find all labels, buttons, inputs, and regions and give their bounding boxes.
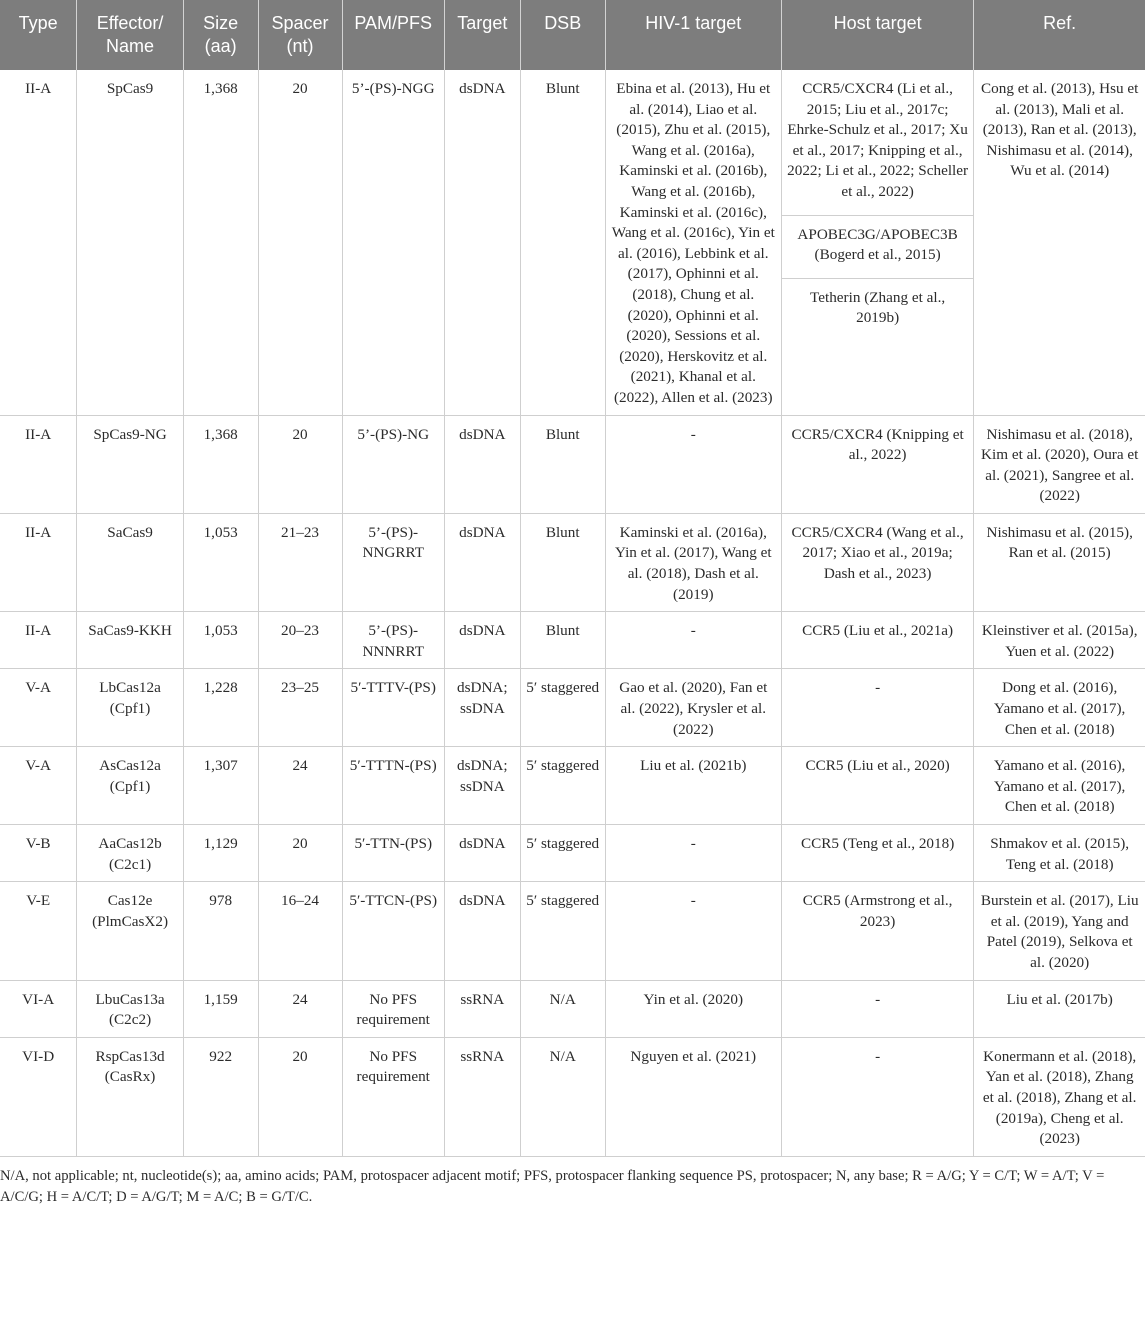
dsb-cell: Blunt xyxy=(520,513,605,611)
effector-cell: Cas12e (PlmCasX2) xyxy=(77,882,184,980)
table-header xyxy=(0,0,1145,70)
hiv-target-cell: Gao et al. (2020), Fan et al. (2022), Krysler et al. (2022) xyxy=(605,669,781,747)
effector-cell: SpCas9 xyxy=(77,70,184,415)
table-row xyxy=(0,70,1145,415)
spacer-cell: 21–23 xyxy=(258,513,342,611)
table-row xyxy=(0,882,1145,980)
size-cell: 1,053 xyxy=(183,612,258,669)
spacer-cell: 20 xyxy=(258,1037,342,1156)
column-header: PAM/PFS xyxy=(342,0,444,70)
table-footnote: N/A, not applicable; nt, nucleotide(s); aa, amino acids; PAM, protospacer adjacent motif; PFS, protospacer flanking sequence PS, protospacer; N, any base; R = A/G; Y = C/T; W = A/T; V = A/C/G; H = A/C/T; D = A/G/T; M = A/C; B = G/T/C. xyxy=(0,1167,1105,1205)
target-cell: dsDNA xyxy=(444,825,520,882)
type-cell: V-A xyxy=(0,669,77,747)
table-row xyxy=(0,669,1145,747)
size-cell: 1,307 xyxy=(183,747,258,825)
effector-cell: LbuCas13a (C2c2) xyxy=(77,980,184,1037)
table-row xyxy=(0,825,1145,882)
table-body xyxy=(0,70,1145,1156)
column-header: Ref. xyxy=(974,0,1145,70)
type-cell: II-A xyxy=(0,612,77,669)
host-target-cell: CCR5/CXCR4 (Knipping et al., 2022) xyxy=(781,415,974,513)
column-header: Effector/ Name xyxy=(77,0,184,70)
host-target-entry: CCR5/CXCR4 (Li et al., 2015; Liu et al., 2017c; Ehrke-Schulz et al., 2017; Xu et al., 2017; Knipping et al., 2022; Li et al., 2022; Scheller et al., 2022) xyxy=(782,70,974,216)
dsb-cell: N/A xyxy=(520,980,605,1037)
dsb-cell: 5′ staggered xyxy=(520,825,605,882)
effector-cell: AaCas12b (C2c1) xyxy=(77,825,184,882)
target-cell: dsDNA; ssDNA xyxy=(444,669,520,747)
reference-cell: Yamano et al. (2016), Yamano et al. (2017), Chen et al. (2018) xyxy=(974,747,1145,825)
host-target-cell xyxy=(781,70,974,415)
reference-cell: Cong et al. (2013), Hsu et al. (2013), Mali et al. (2013), Ran et al. (2013), Nishimasu et al. (2014), Wu et al. (2014) xyxy=(974,70,1145,415)
host-target-entry: APOBEC3G/APOBEC3B (Bogerd et al., 2015) xyxy=(782,216,974,279)
dsb-cell: 5′ staggered xyxy=(520,669,605,747)
column-header: DSB xyxy=(520,0,605,70)
pam-cell: 5′-TTTN-(PS) xyxy=(342,747,444,825)
size-cell: 1,129 xyxy=(183,825,258,882)
size-cell: 1,368 xyxy=(183,415,258,513)
hiv-target-cell: Yin et al. (2020) xyxy=(605,980,781,1037)
host-target-cell: CCR5 (Liu et al., 2021a) xyxy=(781,612,974,669)
reference-cell: Nishimasu et al. (2018), Kim et al. (2020), Oura et al. (2021), Sangree et al. (2022) xyxy=(974,415,1145,513)
column-header: Size (aa) xyxy=(183,0,258,70)
size-cell: 1,228 xyxy=(183,669,258,747)
table-row xyxy=(0,1037,1145,1156)
hiv-target-cell: - xyxy=(605,415,781,513)
type-cell: V-E xyxy=(0,882,77,980)
target-cell: dsDNA xyxy=(444,513,520,611)
hiv-target-cell: - xyxy=(605,612,781,669)
host-target-entry: Tetherin (Zhang et al., 2019b) xyxy=(810,288,946,327)
effector-cell: RspCas13d (CasRx) xyxy=(77,1037,184,1156)
table-row xyxy=(0,513,1145,611)
hiv-target-cell: Liu et al. (2021b) xyxy=(605,747,781,825)
pam-cell: 5’-(PS)-NGG xyxy=(342,70,444,415)
spacer-cell: 16–24 xyxy=(258,882,342,980)
spacer-cell: 23–25 xyxy=(258,669,342,747)
table-row xyxy=(0,415,1145,513)
type-cell: V-B xyxy=(0,825,77,882)
effector-cell: SaCas9 xyxy=(77,513,184,611)
host-target-cell: CCR5/CXCR4 (Wang et al., 2017; Xiao et al., 2019a; Dash et al., 2023) xyxy=(781,513,974,611)
dsb-cell: 5′ staggered xyxy=(520,747,605,825)
pam-cell: No PFS requirement xyxy=(342,980,444,1037)
table-row xyxy=(0,980,1145,1037)
type-cell: II-A xyxy=(0,415,77,513)
pam-cell: 5′-TTN-(PS) xyxy=(342,825,444,882)
type-cell: II-A xyxy=(0,70,77,415)
type-cell: VI-D xyxy=(0,1037,77,1156)
host-target-cell: CCR5 (Armstrong et al., 2023) xyxy=(781,882,974,980)
hiv-target-cell: Nguyen et al. (2021) xyxy=(605,1037,781,1156)
dsb-cell: Blunt xyxy=(520,612,605,669)
reference-cell: Liu et al. (2017b) xyxy=(974,980,1145,1037)
host-target-cell: - xyxy=(781,980,974,1037)
spacer-cell: 20 xyxy=(258,825,342,882)
column-header: Spacer (nt) xyxy=(258,0,342,70)
reference-cell: Shmakov et al. (2015), Teng et al. (2018) xyxy=(974,825,1145,882)
target-cell: dsDNA xyxy=(444,415,520,513)
type-cell: VI-A xyxy=(0,980,77,1037)
hiv-target-cell: - xyxy=(605,825,781,882)
spacer-cell: 24 xyxy=(258,747,342,825)
host-target-cell: CCR5 (Teng et al., 2018) xyxy=(781,825,974,882)
table-row xyxy=(0,747,1145,825)
size-cell: 922 xyxy=(183,1037,258,1156)
dsb-cell: Blunt xyxy=(520,70,605,415)
reference-cell: Konermann et al. (2018), Yan et al. (2018), Zhang et al. (2018), Zhang et al. (2019a), Cheng et al. (2023) xyxy=(974,1037,1145,1156)
target-cell: dsDNA xyxy=(444,70,520,415)
column-header: Target xyxy=(444,0,520,70)
hiv-target-cell: Ebina et al. (2013), Hu et al. (2014), Liao et al. (2015), Zhu et al. (2015), Wang et al. (2016a), Kaminski et al. (2016b), Wang et al. (2016b), Kaminski et al. (2016c), Wang et al. (2016c), Yin et al. (2016), Lebbink et al. (2017), Ophinni et al. (2018), Chung et al. (2020), Ophinni et al. (2020), Sessions et al. (2020), Herskovitz et al. (2021), Khanal et al. (2022), Allen et al. (2023) xyxy=(605,70,781,415)
pam-cell: 5′-TTTV-(PS) xyxy=(342,669,444,747)
header-row xyxy=(0,0,1145,70)
pam-cell: 5′-TTCN-(PS) xyxy=(342,882,444,980)
hiv-target-cell: Kaminski et al. (2016a), Yin et al. (2017), Wang et al. (2018), Dash et al. (2019) xyxy=(605,513,781,611)
size-cell: 1,368 xyxy=(183,70,258,415)
size-cell: 1,159 xyxy=(183,980,258,1037)
type-cell: II-A xyxy=(0,513,77,611)
pam-cell: 5’-(PS)-NNGRRT xyxy=(342,513,444,611)
effector-cell: LbCas12a (Cpf1) xyxy=(77,669,184,747)
effector-cell: SpCas9-NG xyxy=(77,415,184,513)
column-header: Type xyxy=(0,0,77,70)
spacer-cell: 24 xyxy=(258,980,342,1037)
reference-cell: Kleinstiver et al. (2015a), Yuen et al. (2022) xyxy=(974,612,1145,669)
pam-cell: 5’-(PS)-NG xyxy=(342,415,444,513)
spacer-cell: 20 xyxy=(258,415,342,513)
size-cell: 1,053 xyxy=(183,513,258,611)
reference-cell: Burstein et al. (2017), Liu et al. (2019), Yang and Patel (2019), Selkova et al. (2020) xyxy=(974,882,1145,980)
spacer-cell: 20 xyxy=(258,70,342,415)
dsb-cell: N/A xyxy=(520,1037,605,1156)
dsb-cell: 5′ staggered xyxy=(520,882,605,980)
host-target-cell: CCR5 (Liu et al., 2020) xyxy=(781,747,974,825)
target-cell: dsDNA xyxy=(444,612,520,669)
column-header: Host target xyxy=(781,0,974,70)
dsb-cell: Blunt xyxy=(520,415,605,513)
spacer-cell: 20–23 xyxy=(258,612,342,669)
pam-cell: No PFS requirement xyxy=(342,1037,444,1156)
effector-cell: AsCas12a (Cpf1) xyxy=(77,747,184,825)
type-cell: V-A xyxy=(0,747,77,825)
hiv-target-cell: - xyxy=(605,882,781,980)
effector-cell: SaCas9-KKH xyxy=(77,612,184,669)
target-cell: dsDNA; ssDNA xyxy=(444,747,520,825)
target-cell: dsDNA xyxy=(444,882,520,980)
host-target-cell: - xyxy=(781,669,974,747)
reference-cell: Nishimasu et al. (2015), Ran et al. (2015) xyxy=(974,513,1145,611)
table-row xyxy=(0,612,1145,669)
column-header: HIV-1 target xyxy=(605,0,781,70)
size-cell: 978 xyxy=(183,882,258,980)
pam-cell: 5’-(PS)-NNNRRT xyxy=(342,612,444,669)
reference-cell: Dong et al. (2016), Yamano et al. (2017), Chen et al. (2018) xyxy=(974,669,1145,747)
host-target-cell: - xyxy=(781,1037,974,1156)
target-cell: ssRNA xyxy=(444,1037,520,1156)
target-cell: ssRNA xyxy=(444,980,520,1037)
